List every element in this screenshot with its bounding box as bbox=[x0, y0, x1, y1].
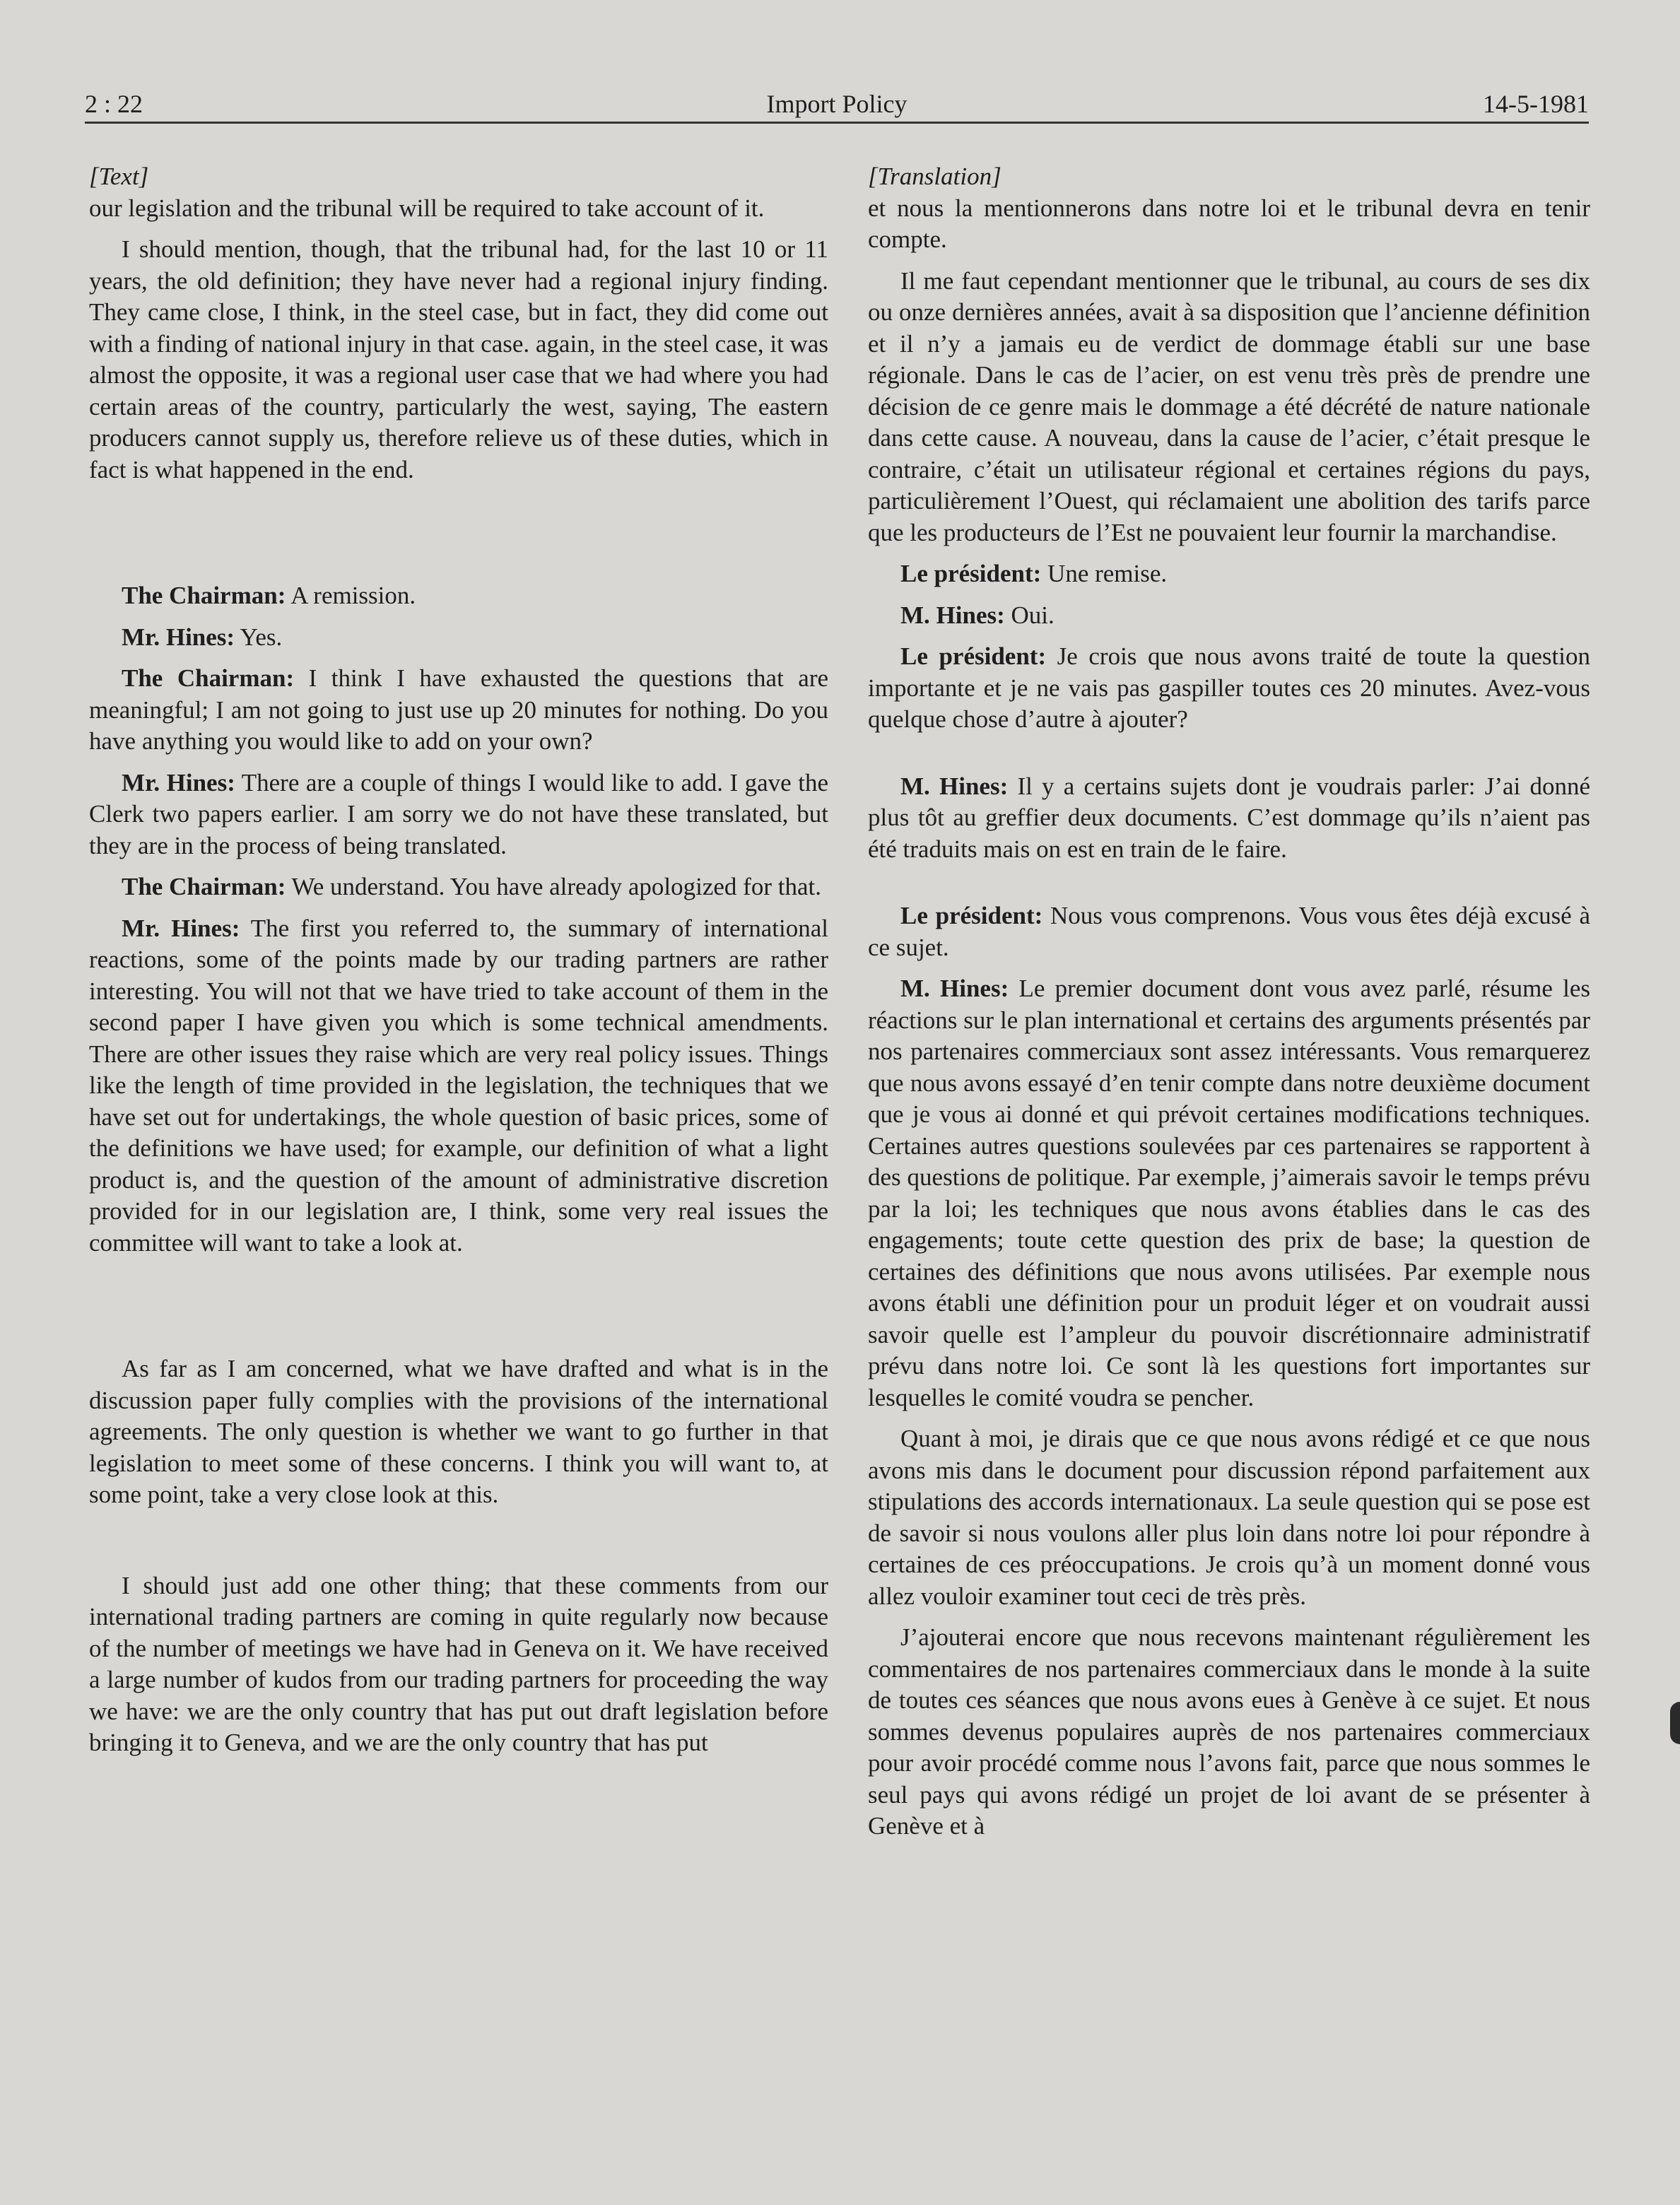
speaker-name: The Chairman: bbox=[122, 582, 286, 609]
speech: Le président: Je crois que nous avons traité de toute la question importante et je ne vais pas gaspiller toutes ces 20 minutes. Avez-vous quelque chose d’autre à ajouter? bbox=[868, 642, 1590, 733]
section-label-text: [Text] bbox=[89, 163, 149, 190]
paragraph: et nous la mentionnerons dans notre loi et le tribunal devra en tenir compte. bbox=[868, 194, 1590, 253]
speaker-name: M. Hines: bbox=[900, 772, 1009, 800]
section-label-translation: [Translation] bbox=[868, 163, 1001, 190]
paragraph: J’ajouterai encore que nous recevons maintenant régulièrement les commentaires de nos partenaires commerciaux dans le monde à la suite de toutes ces séances que nous avons eues à Genève à ce sujet. Et nous sommes devenus populaires auprès de nos partenaires commerciaux pour avoir procédé comme nous l’avons fait, parce que nous sommes le seul pays qui avons rédigé un projet de loi avant de se présenter à Genève et à bbox=[868, 1623, 1590, 1840]
paragraph: I should mention, though, that the tribunal had, for the last 10 or 11 years, the old definition; they have never had a regional injury finding. They came close, I think, in the steel case, but in fact, they did come out with a finding of national injury in that case. again, in the steel case, it was almost the opposite, it was a regional user case that we had where you had certain areas of the country, particularly the west, saying, The eastern producers cannot supply us, therefore relieve us of these duties, which in fact is what happened in the end. bbox=[89, 235, 828, 483]
speaker-name: Le président: bbox=[900, 642, 1047, 670]
speaker-name: M. Hines: bbox=[900, 975, 1009, 1002]
speech: Mr. Hines: Yes. bbox=[122, 623, 283, 651]
speaker-name: Le président: bbox=[900, 560, 1042, 587]
speaker-name: The Chairman: bbox=[122, 873, 286, 900]
page-header bbox=[85, 86, 1589, 124]
running-title: Import Policy bbox=[766, 90, 907, 118]
speaker-name: M. Hines: bbox=[900, 601, 1005, 629]
speech: M. Hines: Il y a certains sujets dont je voudrais parler: J’ai donné plus tôt au greffier deux documents. C’est dommage qu’ils n’aient pas été traduits mais on est en train de le faire. bbox=[868, 772, 1590, 863]
speech: M. Hines: Le premier document dont vous avez parlé, résume les réactions sur le plan international et certains des arguments présentés par nos partenaires commerciaux sont assez intéressants. Vous remarquerez que nous avons essayé d’en tenir compte dans notre deuxième document que je vous ai donné et qui prévoit certaines modifications techniques. Certaines autres questions soulevées par ces partenaires se rapportent à des questions de politique. Par exemple, j’aimerais savoir le temps prévu par la loi; les techniques que nous avons établies dans le cas des engagements; toute cette question des prix de base; la question de certaines des définitions que nous avons utilisées. Par exemple nous avons établi une définition pour un produit léger et on voudrait aussi savoir quelle est l’ampleur du pouvoir discrétionnaire administratif prévu dans notre loi. Ce sont là les questions fort importantes sur lesquelles le comité voudra se pencher. bbox=[868, 975, 1591, 1411]
speech: The Chairman: A remission. bbox=[122, 582, 416, 609]
speech: Le président: Nous vous comprenons. Vous vous êtes déjà excusé à ce sujet. bbox=[868, 902, 1590, 961]
binder-hole-mark bbox=[1670, 1702, 1680, 1744]
page-number: 2 : 22 bbox=[85, 90, 143, 118]
speaker-name: The Chairman: bbox=[122, 664, 295, 692]
speaker-name: Mr. Hines: bbox=[122, 914, 240, 942]
paragraph: our legislation and the tribunal will be required to take account of it. bbox=[89, 194, 765, 222]
paragraph: Il me faut cependant mentionner que le tribunal, au cours de ses dix ou onze dernières années, avait à sa disposition que l’ancienne définition et il n’y a jamais eu de verdict de dommage établi sur une base régionale. Dans le cas de l’acier, on est venu très près de prendre une décision de ce genre mais le dommage a été décrété de nature nationale dans cette cause. A nouveau, dans la cause de l’acier, c’était presque le contraire, c’était un utilisateur régional et certaines régions du pays, particulièrement l’Ouest, qui réclamaient une abolition des tarifs parce que les producteurs de l’Est ne pouvaient leur fournir la marchandise. bbox=[868, 266, 1590, 546]
speaker-name: Mr. Hines: bbox=[122, 623, 235, 651]
speaker-name: Mr. Hines: bbox=[122, 768, 235, 796]
paragraph: As far as I am concerned, what we have drafted and what is in the discussion paper fully complies with the provisions of the international agreements. The only question is whether we want to go further in that legislation to meet some of these concerns. I think you will want to, at some point, take a very close look at this. bbox=[89, 1355, 828, 1508]
speech: M. Hines: Oui. bbox=[900, 601, 1055, 629]
speech: Mr. Hines: The first you referred to, the summary of international reactions, some of the points made by our trading partners are rather interesting. You will not that we have tried to take account of them in the second paper I have given you which is some technical amendments. There are other issues they raise which are very real policy issues. Things like the length of time provided in the legislation, the techniques that we have set out for undertakings, the whole question of basic prices, some of the definitions we have used; for example, our definition of what a light product is, and the question of the amount of administrative discretion provided for in our legislation are, I think, some very real issues the committee will want to take a look at. bbox=[89, 914, 828, 1257]
header-date: 14-5-1981 bbox=[1483, 90, 1589, 118]
french-column bbox=[868, 161, 1590, 1852]
speech: The Chairman: We understand. You have already apologized for that. bbox=[122, 873, 821, 900]
english-column bbox=[89, 161, 828, 1769]
speaker-name: Le président: bbox=[900, 902, 1043, 929]
speech: The Chairman: I think I have exhausted the questions that are meaningful; I am not going to just use up 20 minutes for nothing. Do you have anything you would like to add on your own? bbox=[89, 664, 829, 755]
paragraph: Quant à moi, je dirais que ce que nous avons rédigé et ce que nous avons mis dans le document pour discussion répond parfaitement aux stipulations des accords internationaux. La seule question qui se pose est de savoir si nous voulons aller plus loin dans notre loi pour répondre à certaines de ces préoccupations. Je crois qu’à un moment donné vous allez vouloir examiner tout ceci de très près. bbox=[868, 1425, 1590, 1610]
speech: Le président: Une remise. bbox=[900, 560, 1168, 587]
speech: Mr. Hines: There are a couple of things I would like to add. I gave the Clerk two papers earlier. I am sorry we do not have these translated, but they are in the process of being translated. bbox=[89, 768, 828, 859]
paragraph: I should just add one other thing; that these comments from our international trading partners are coming in quite regularly now because of the number of meetings we have had in Geneva on it. We have received a large number of kudos from our trading partners for proceeding the way we have: we are the only country that has put out draft legislation before bringing it to Geneva, and we are the only country that has put bbox=[89, 1571, 828, 1756]
